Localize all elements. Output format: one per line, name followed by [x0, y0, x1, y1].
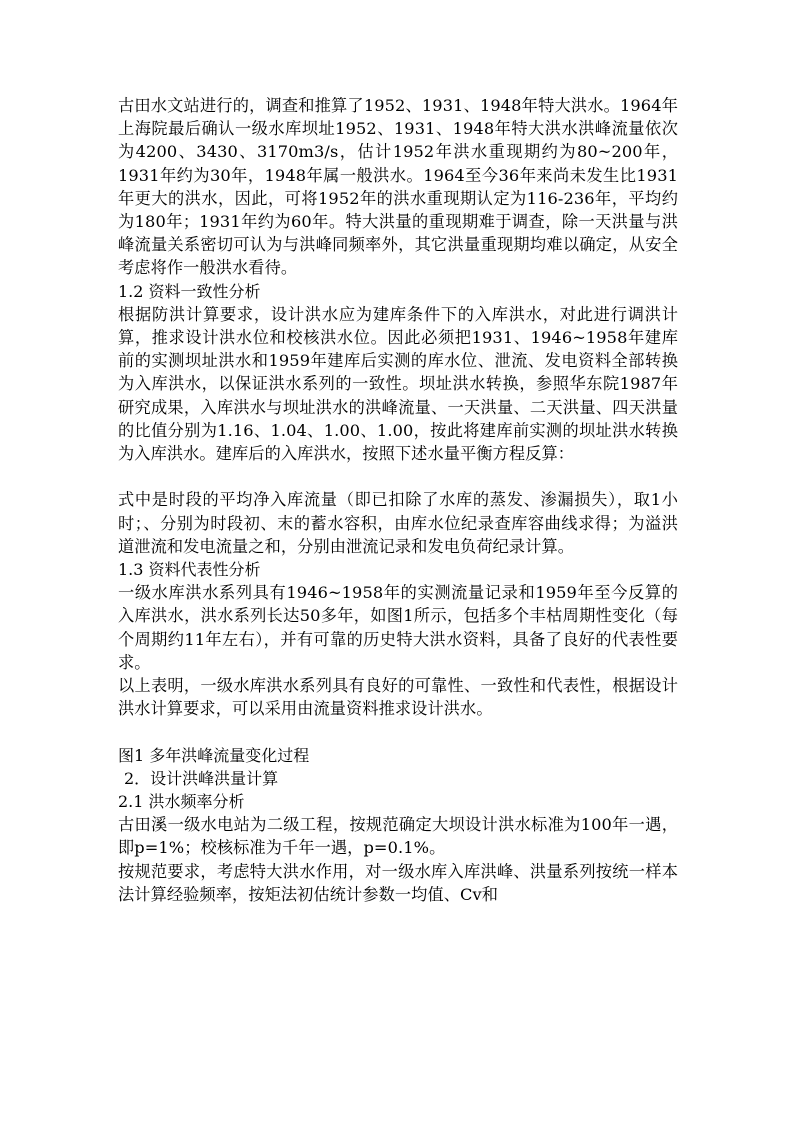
figure-placeholder — [118, 720, 678, 743]
paragraph-conclusion: 以上表明，一级水库洪水系列具有良好的可靠性、一致性和代表性，根据设计洪水计算要求，可以采用由流量资料推求设计洪水。 — [118, 676, 678, 719]
paragraph-historical-floods: 古田水文站进行的，调查和推算了1952、1931、1948年特大洪水。1964年上海院最后确认一级水库坝址1952、1931、1948年特大洪水洪峰流量依次为4200、3430、3170m3/s，估计1952年洪水重现期约为80~200年，1931年约为30年，1948年属一般洪水。1964至今36年来尚未发生比1931年更大的洪水，因此，可将1952年的洪水重现期认定为116-236年，平均约为180年；1931年约为60年。特大洪量的重现期难于调查，除一天洪量与洪峰流量关系密切可认为与洪峰同频率外，其它洪量重现期均难以确定，从安全考虑将作一般洪水看待。 — [118, 96, 678, 278]
paragraph-design-standard: 古田溪一级水电站为二级工程，按规范确定大坝设计洪水标准为100年一遇，即p=1%；校核标准为千年一遇，p=0.1%。 — [118, 815, 678, 858]
section-heading-consistency: 1.2 资料一致性分析 — [118, 281, 261, 301]
paragraph-representativeness: 一级水库洪水系列具有1946~1958年的实测流量记录和1959年至今反算的入库洪水，洪水系列长达50多年，如图1所示，包括多个丰枯周期性变化（每个周期约11年左右），并有可靠的历史特大洪水资料，具备了良好的代表性要求。 — [118, 583, 678, 672]
document-body — [118, 94, 678, 906]
equation-placeholder — [118, 465, 678, 488]
section-heading-frequency: 2.1 洪水频率分析 — [118, 792, 245, 812]
paragraph-frequency-method: 按规范要求，考虑特大洪水作用，对一级水库入库洪峰、洪量系列按统一样本法计算经验频率，按矩法初估统计参数一均值、Cv和 — [118, 861, 678, 904]
figure-caption: 图1 多年洪峰流量变化过程 — [118, 745, 310, 765]
paragraph-equation-explanation: 式中是时段的平均净入库流量（即已扣除了水库的蒸发、渗漏损失），取1小时；、分别为时段初、末的蓄水容积，由库水位纪录查库容曲线求得；为溢洪道泄流和发电流量之和，分别由泄流记录和发电负荷纪录计算。 — [118, 490, 678, 556]
section-heading-representativeness: 1.3 资料代表性分析 — [118, 560, 261, 580]
chapter-heading-design-flood: 2．设计洪峰洪量计算 — [124, 768, 279, 788]
paragraph-consistency-analysis: 根据防洪计算要求，设计洪水应为建库条件下的入库洪水，对此进行调洪计算，推求设计洪水位和校核洪水位。因此必须把1931、1946~1958年建库前的实测坝址洪水和1959年建库后实测的库水位、泄流、发电资料全部转换为入库洪水，以保证洪水系列的一致性。坝址洪水转换，参照华东院1987年研究成果，入库洪水与坝址洪水的洪峰流量、一天洪量、二天洪量、四天洪量的比值分别为1.16、1.04、1.00、1.00，按此将建库前实测的坝址洪水转换为入库洪水。建库后的入库洪水，按照下述水量平衡方程反算： — [118, 304, 678, 464]
